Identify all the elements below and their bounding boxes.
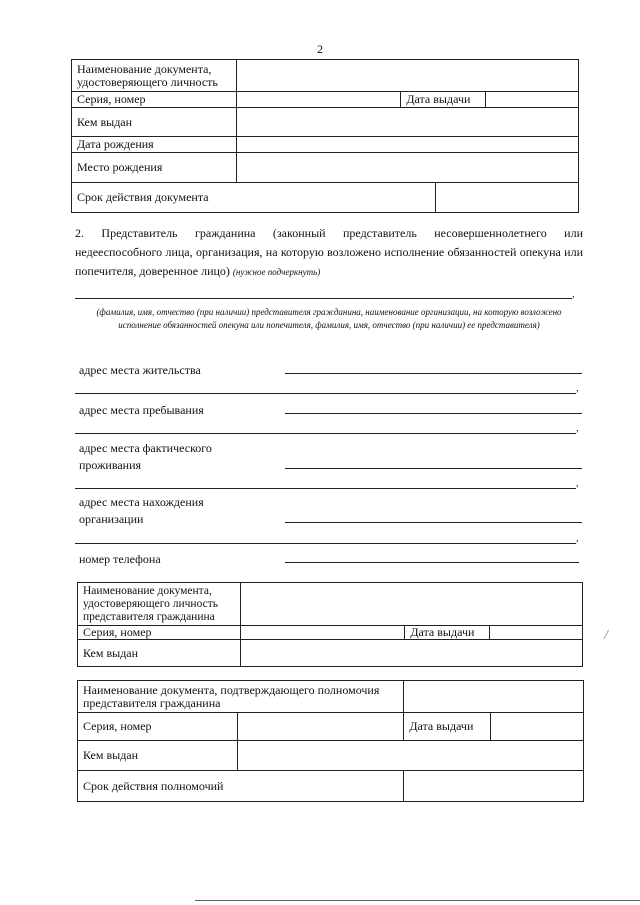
comma: , — [576, 533, 579, 544]
section2-text: 2. Представитель гражданина (законный представитель несовершеннолетнего или недееспособного лица, организация, на которую возложено исполнение обязанностей опекуна или попечителя, доверенное лицо) — [75, 226, 583, 278]
stay-label: адрес места пребывания — [79, 403, 204, 417]
rep-issue-date-label: Дата выдачи — [405, 626, 490, 640]
org-address-line-2[interactable] — [75, 543, 576, 544]
comma: , — [576, 383, 579, 394]
actual-address-line-2[interactable] — [75, 488, 576, 489]
residence-line[interactable] — [285, 373, 582, 374]
doc-name-field[interactable] — [236, 60, 578, 92]
org-address-line[interactable] — [285, 522, 582, 523]
comma: , — [576, 423, 579, 434]
authority-series-field[interactable] — [237, 713, 404, 741]
stay-line[interactable] — [285, 413, 582, 414]
actual-address-label — [79, 440, 212, 474]
issued-by-field[interactable] — [236, 108, 578, 137]
rep-issue-date-field[interactable] — [490, 626, 583, 640]
comma: , — [572, 289, 575, 300]
bottom-edge-line — [195, 900, 640, 901]
residence-label: адрес места жительства — [79, 363, 201, 377]
issued-by-label: Кем выдан — [72, 108, 237, 137]
org-address-label-line1: адрес места нахождения — [79, 495, 204, 509]
series-field[interactable] — [236, 92, 401, 108]
actual-address-label-line2: проживания — [79, 458, 142, 472]
issue-date-field[interactable] — [486, 92, 579, 108]
rep-doc-name-field[interactable] — [240, 583, 582, 626]
authority-validity-label: Срок действия полномочий — [78, 771, 404, 802]
page-number: 2 — [317, 42, 323, 56]
series-label: Серия, номер — [72, 92, 237, 108]
stay-line-2[interactable] — [75, 433, 576, 434]
authority-issue-date-label: Дата выдачи — [404, 713, 491, 741]
representative-name-line[interactable] — [75, 298, 572, 299]
validity-label: Срок действия документа — [72, 183, 436, 213]
representative-document-table — [77, 582, 583, 667]
doc-name-label: Наименование документа, удостоверяющего личность — [72, 60, 237, 92]
margin-mark: / — [604, 628, 608, 643]
authority-name-label: Наименование документа, подтверждающего полномочия представителя гражданина — [78, 681, 404, 713]
issue-date-label: Дата выдачи — [401, 92, 486, 108]
rep-series-field[interactable] — [240, 626, 405, 640]
birth-date-field[interactable] — [236, 137, 578, 153]
birth-place-label: Место рождения — [72, 153, 237, 183]
validity-table — [71, 182, 579, 213]
authority-validity-field[interactable] — [404, 771, 584, 802]
authority-issued-by-field[interactable] — [237, 741, 583, 771]
org-address-label-line2: организации — [79, 512, 144, 526]
rep-series-label: Серия, номер — [78, 626, 241, 640]
section2-paragraph — [75, 224, 583, 282]
applicant-document-table — [71, 59, 579, 183]
representative-caption: (фамилия, имя, отчество (при наличии) представителя гражданина, наименование организации, на которую возложено исполнение обязанностей опекуна или попечителя, фамилия, имя, отчество (при наличии) ее представителя) — [96, 307, 562, 330]
comma: , — [576, 478, 579, 489]
authority-name-field[interactable] — [404, 681, 584, 713]
phone-label: номер телефона — [79, 552, 161, 566]
rep-doc-name-label: Наименование документа, удостоверяющего личность представителя гражданина — [78, 583, 241, 626]
rep-issued-by-field[interactable] — [240, 640, 582, 667]
actual-address-line[interactable] — [285, 468, 582, 469]
org-address-label — [79, 494, 204, 528]
section2-note: (нужное подчеркнуть) — [232, 267, 321, 277]
validity-field[interactable] — [436, 183, 579, 213]
authority-issued-by-label: Кем выдан — [78, 741, 238, 771]
birth-date-label: Дата рождения — [72, 137, 237, 153]
authority-issue-date-field[interactable] — [491, 713, 584, 741]
residence-line-2[interactable] — [75, 393, 576, 394]
phone-line[interactable] — [285, 562, 579, 563]
authority-document-table — [77, 680, 584, 802]
authority-series-label: Серия, номер — [78, 713, 238, 741]
rep-issued-by-label: Кем выдан — [78, 640, 241, 667]
actual-address-label-line1: адрес места фактического — [79, 441, 212, 455]
birth-place-field[interactable] — [236, 153, 578, 183]
